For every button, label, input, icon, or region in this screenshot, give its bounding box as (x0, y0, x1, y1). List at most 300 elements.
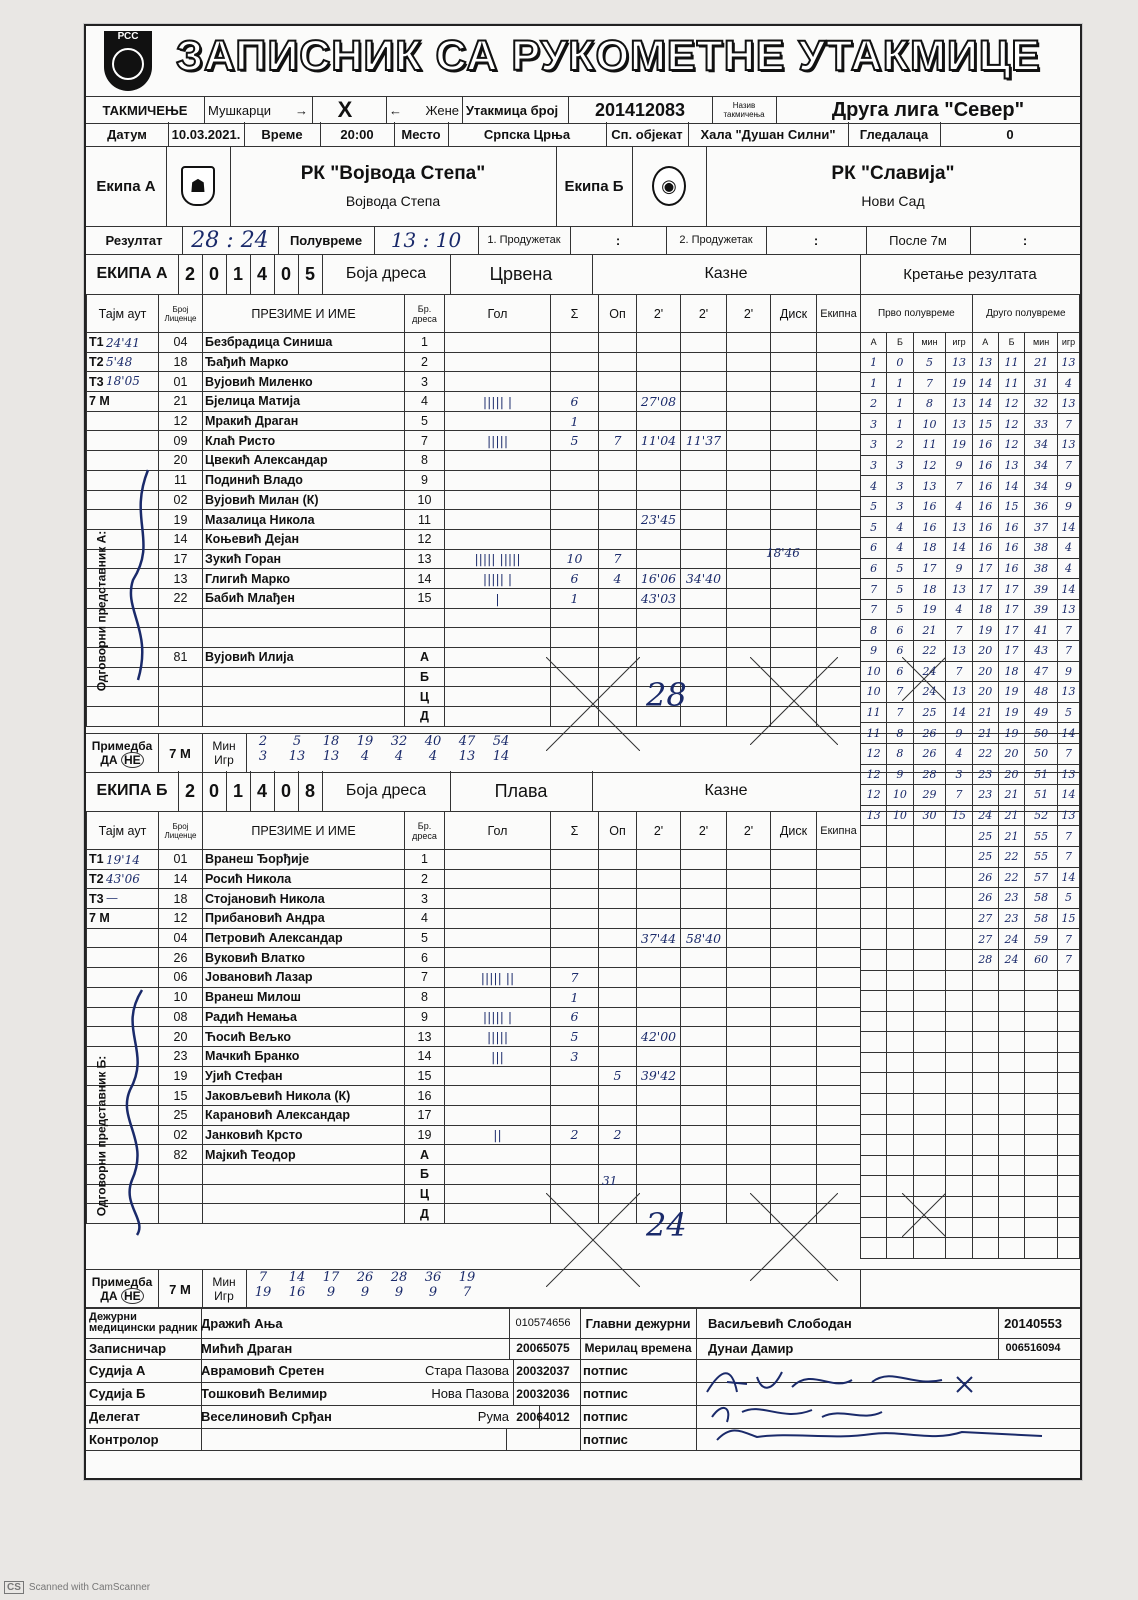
license-cell: 01 (159, 372, 203, 392)
empty-cell (727, 1145, 771, 1165)
official-letter: Д (405, 707, 445, 727)
progress-cell (972, 1217, 998, 1238)
progress-cell (998, 991, 1024, 1012)
player-row (87, 490, 861, 510)
progress-cell: 13 (1058, 682, 1080, 703)
progress-cell (1058, 1114, 1080, 1135)
progress-cell: 0 (887, 352, 913, 373)
progress-row (861, 352, 1080, 373)
seven-m-player: 4 (394, 749, 404, 764)
final-score: 28 : 24 (182, 226, 279, 254)
jersey-number: 17 (405, 1105, 445, 1125)
seven-m-player: 14 (492, 749, 510, 764)
jersey-number: 11 (405, 510, 445, 530)
progress-cell (946, 1094, 972, 1115)
player-name: Прибановић Андра (203, 909, 405, 929)
goals-tally (445, 372, 551, 392)
official-letter: Ц (405, 687, 445, 707)
progress-cell (946, 888, 972, 909)
progress-cell (887, 867, 913, 888)
warning-time (599, 968, 637, 988)
jersey-number: 3 (405, 889, 445, 909)
player-row (87, 1007, 861, 1027)
progress-row (861, 743, 1080, 764)
empty-cell (203, 707, 405, 727)
suspension-1 (637, 490, 681, 510)
progress-cell (1058, 970, 1080, 991)
suspension-3 (727, 928, 771, 948)
team-penalty (817, 1125, 861, 1145)
jersey-number: 4 (405, 909, 445, 929)
progress-row (861, 1217, 1080, 1238)
disqualification (771, 987, 817, 1007)
suspension-3 (727, 1125, 771, 1145)
progress-cell: 34 (1025, 435, 1058, 456)
remark-no: НЕ (121, 752, 144, 768)
progress-cell (887, 949, 913, 970)
remark-options (100, 1289, 143, 1303)
progress-cell: 38 (1025, 558, 1058, 579)
footer-row-medical (86, 1307, 1080, 1339)
progress-cell: 7 (946, 785, 972, 806)
team-penalty (817, 1105, 861, 1125)
player-name: Бабић Млађен (203, 588, 405, 608)
warning-time: 4 (599, 569, 637, 589)
progress-cell (1058, 991, 1080, 1012)
progress-cell (946, 1155, 972, 1176)
women-label: Жене (425, 102, 459, 118)
empty-cell (405, 608, 445, 628)
player-name: Радић Немања (203, 1007, 405, 1027)
seven-m-minute: 19 (356, 734, 374, 749)
progress-cell: 58 (1025, 908, 1058, 929)
team-penalty (817, 411, 861, 431)
medical-license: 010574656 (506, 1308, 581, 1338)
team-penalty (817, 392, 861, 412)
license-cell: 13 (159, 569, 203, 589)
progress-cell: 27 (972, 908, 998, 929)
progress-cell: 3 (946, 764, 972, 785)
progress-row (861, 949, 1080, 970)
progress-cell (887, 1135, 913, 1156)
suspension-1: 27'08 (637, 392, 681, 412)
goals-sum (551, 510, 599, 530)
team-penalty (817, 333, 861, 353)
license-cell: 22 (159, 588, 203, 608)
progress-cell (946, 970, 972, 991)
player-row (87, 1125, 861, 1145)
progress-row (861, 1094, 1080, 1115)
disqualification (771, 333, 817, 353)
suspension-1 (637, 451, 681, 471)
suspension-header: 2' (637, 812, 681, 850)
name-header: ПРЕЗИМЕ И ИМЕ (203, 812, 405, 850)
official-letter: Д (405, 1204, 445, 1224)
seven-m-minute: 2 (258, 734, 268, 749)
team-penalty (817, 850, 861, 870)
suspension-2 (681, 968, 727, 988)
suspension-1 (637, 889, 681, 909)
team-b-column-headers (87, 812, 861, 850)
jersey-header: Бр. дреса (405, 295, 445, 333)
progress-cell (887, 1155, 913, 1176)
warning-time (599, 372, 637, 392)
progress-row (861, 393, 1080, 414)
progress-cell: 37 (1025, 517, 1058, 538)
team-penalty (817, 1066, 861, 1086)
seven-m-player: 9 (360, 1285, 370, 1300)
progress-subheader-cell: Б (887, 333, 913, 353)
empty-cell (599, 608, 637, 628)
progress-cell: 8 (887, 723, 913, 744)
player-name: Коњевић Дејан (203, 529, 405, 549)
progress-cell: 7 (861, 579, 887, 600)
empty-cell (681, 1184, 727, 1204)
suspension-2 (681, 909, 727, 929)
progress-halves-header (861, 295, 1080, 333)
progress-cell: 4 (946, 599, 972, 620)
progress-cell (861, 908, 887, 929)
seven-m-player: 13 (322, 749, 340, 764)
progress-cell: 2 (861, 393, 887, 414)
jersey-number: 14 (405, 1046, 445, 1066)
progress-cell: 13 (1058, 435, 1080, 456)
penalties-label: Казне (592, 254, 861, 294)
progress-cell (946, 1176, 972, 1197)
goals-tally: || (445, 1125, 551, 1145)
progress-cell: 1 (887, 393, 913, 414)
progress-cell: 1 (887, 414, 913, 435)
empty-cell (551, 608, 599, 628)
progress-row (861, 805, 1080, 826)
suspension-3 (727, 529, 771, 549)
jersey-number: 6 (405, 948, 445, 968)
empty-cell (445, 667, 551, 687)
team-a-penalty-cross (750, 657, 838, 733)
suspension-3 (727, 569, 771, 589)
timeout-cell (87, 431, 159, 451)
goals-sum (551, 529, 599, 549)
progress-cell: 4 (887, 538, 913, 559)
team-penalty (817, 490, 861, 510)
official-letter: Ц (405, 1184, 445, 1204)
suspension-3 (727, 850, 771, 870)
suspension-3 (727, 889, 771, 909)
suspension-2 (681, 889, 727, 909)
progress-cell (1025, 1094, 1058, 1115)
progress-cell (913, 949, 946, 970)
jersey-number: 13 (405, 1027, 445, 1047)
progress-row (861, 1114, 1080, 1135)
license-cell: 20 (159, 451, 203, 471)
handball-icon (112, 48, 144, 80)
progress-cell (861, 888, 887, 909)
progress-cell (861, 1197, 887, 1218)
progress-cell: 23 (972, 764, 998, 785)
goals-sum (551, 490, 599, 510)
suspension-3 (727, 392, 771, 412)
license-cell: 09 (159, 431, 203, 451)
license-cell: 10 (159, 987, 203, 1007)
progress-cell (946, 1135, 972, 1156)
empty-cell (159, 628, 203, 648)
team-a-column-headers (87, 295, 861, 333)
empty-cell (637, 1145, 681, 1165)
progress-cell (1058, 1197, 1080, 1218)
team-penalty-header: Екипна (817, 812, 861, 850)
progress-subheader (861, 333, 1080, 353)
warning-time (599, 1086, 637, 1106)
player-name: Јанковић Крсто (203, 1125, 405, 1145)
goals-sum: 1 (551, 588, 599, 608)
blank-row (87, 648, 861, 668)
jersey-color-label: Боја дреса (322, 771, 451, 811)
team-a-t3-time: 18'05 (106, 374, 140, 388)
progress-cell: 4 (1058, 538, 1080, 559)
progress-cell (998, 1114, 1024, 1135)
head-official-license: 20140553 (1004, 1315, 1062, 1331)
suspension-header: 2' (681, 295, 727, 333)
goals-tally (445, 889, 551, 909)
place-value: Српска Црња (448, 122, 607, 146)
teams-row (86, 146, 1080, 227)
date-row (86, 122, 1080, 147)
delegate-city: Рума (477, 1409, 509, 1424)
progress-cell: 7 (1058, 846, 1080, 867)
jersey-number: 15 (405, 1066, 445, 1086)
progress-cell: 5 (913, 352, 946, 373)
disqualification (771, 1125, 817, 1145)
second-half-header: Друго полувреме (972, 295, 1079, 333)
progress-cell (913, 970, 946, 991)
suspension-2: 34'40 (681, 569, 727, 589)
delegate (198, 1405, 540, 1428)
progress-cell: 24 (998, 949, 1024, 970)
progress-cell: 14 (1058, 785, 1080, 806)
progress-cell: 51 (1025, 764, 1058, 785)
official-license: 82 (159, 1145, 203, 1165)
license-header: Број Лиценце (159, 812, 203, 850)
blank-row (87, 608, 861, 628)
disqualification (771, 588, 817, 608)
progress-cell (861, 1135, 887, 1156)
empty-cell (445, 608, 551, 628)
progress-cell: 4 (946, 496, 972, 517)
progress-cell: 12 (913, 455, 946, 476)
timekeeper-name: Дунаи Дамир (696, 1337, 999, 1359)
progress-cell: 28 (972, 949, 998, 970)
progress-cell: 32 (1025, 393, 1058, 414)
progress-cell: 24 (998, 929, 1024, 950)
progress-cell: 1 (861, 352, 887, 373)
player-name: Мазалица Никола (203, 510, 405, 530)
progress-cell: 14 (1058, 579, 1080, 600)
progress-cell: 9 (861, 641, 887, 662)
progress-cell (913, 1155, 946, 1176)
suspension-1 (637, 1105, 681, 1125)
progress-cell: 12 (861, 764, 887, 785)
timekeeper-label: Мерилац времена (580, 1337, 697, 1359)
goals-tally (445, 948, 551, 968)
warning-time (599, 470, 637, 490)
progress-cell: 9 (946, 455, 972, 476)
progress-cell: 10 (887, 785, 913, 806)
halftime-score: 13 : 10 (374, 226, 479, 254)
team-b-info (706, 146, 1080, 226)
min-igr-labels (202, 734, 247, 772)
league-name: Друга лига "Север" (831, 98, 1025, 121)
jersey-number: 2 (405, 352, 445, 372)
progress-cell: 47 (1025, 661, 1058, 682)
progress-row (861, 1052, 1080, 1073)
empty-cell (551, 1145, 599, 1165)
suspension-2 (681, 987, 727, 1007)
progress-cell: 17 (972, 579, 998, 600)
blank-row (87, 1184, 861, 1204)
disqualification (771, 510, 817, 530)
spectators-value: 0 (1006, 126, 1014, 142)
progress-cell: 8 (861, 620, 887, 641)
team-a-7m-players (246, 749, 518, 764)
team-a-7m-values (246, 734, 861, 772)
progress-cell: 25 (972, 846, 998, 867)
empty-cell (681, 687, 727, 707)
progress-cell: 19 (998, 702, 1024, 723)
blank-row (87, 707, 861, 727)
date-label: Датум (86, 122, 169, 146)
suspension-2 (681, 333, 727, 353)
progress-cell: 19 (946, 373, 972, 394)
progress-cell: 34 (1025, 476, 1058, 497)
progress-cell: 6 (861, 538, 887, 559)
progress-row (861, 579, 1080, 600)
suspension-3 (727, 1066, 771, 1086)
team-b-code-digit: 8 (298, 771, 323, 811)
progress-cell: 7 (1058, 743, 1080, 764)
seven-m-minute: 7 (258, 1270, 268, 1285)
scorekeeper-license: 20065075 (506, 1337, 581, 1359)
progress-cell: 24 (972, 805, 998, 826)
seven-m-player: 4 (360, 749, 370, 764)
player-name: Цвекић Александар (203, 451, 405, 471)
remark-label: Примедба (91, 739, 153, 753)
progress-cell (861, 1032, 887, 1053)
scorekeeper-name: Мићић Драган (198, 1337, 510, 1359)
suspension-3 (727, 869, 771, 889)
progress-cell: 23 (998, 908, 1024, 929)
progress-cell (972, 1011, 998, 1032)
progress-cell (861, 991, 887, 1012)
disqualification (771, 869, 817, 889)
progress-cell: 13 (861, 805, 887, 826)
team-b-rep-label: Одговорни представник Б: (94, 1055, 108, 1217)
progress-row (861, 373, 1080, 394)
official-letter: А (405, 1145, 445, 1165)
referee-b-city: Нова Пазова (431, 1386, 509, 1401)
jersey-number: 7 (405, 968, 445, 988)
progress-cell: 14 (972, 393, 998, 414)
team-b-official-warning: 31 (602, 1174, 618, 1188)
suspension-1: 37'44 (637, 928, 681, 948)
progress-cell (913, 929, 946, 950)
progress-cell: 5 (861, 496, 887, 517)
license-cell: 15 (159, 1086, 203, 1106)
seven-m-minute: 17 (322, 1270, 340, 1285)
time-value: 20:00 (320, 122, 395, 146)
progress-cell (1058, 1217, 1080, 1238)
player-row (87, 333, 861, 353)
player-row (87, 392, 861, 412)
team-penalty (817, 1086, 861, 1106)
signature-label: потпис (583, 1363, 628, 1378)
progress-cell: 30 (913, 805, 946, 826)
goals-tally: ||||| ||||| (445, 549, 551, 569)
match-number: 201412083 (568, 97, 713, 123)
timeout-header: Тајм аут (87, 812, 159, 850)
empty-cell (771, 608, 817, 628)
remark-yes: ДА (100, 1289, 118, 1303)
team-a-7m-minutes (246, 734, 518, 749)
goals-tally (445, 928, 551, 948)
team-b-t2-time: 43'06 (106, 872, 140, 886)
progress-cell (887, 1217, 913, 1238)
progress-cell: 17 (998, 599, 1024, 620)
progress-cell: 7 (1058, 949, 1080, 970)
progress-row (861, 888, 1080, 909)
empty-cell (445, 1165, 551, 1185)
referee-a-city: Стара Пазова (425, 1363, 509, 1378)
suspension-3 (727, 431, 771, 451)
progress-cell: 16 (972, 517, 998, 538)
warning-time (599, 451, 637, 471)
team-penalty (817, 1027, 861, 1047)
progress-cell (887, 826, 913, 847)
goals-sum: 7 (551, 968, 599, 988)
team-b-city: Нови Сад (861, 193, 925, 209)
first-half-header: Прво полувреме (861, 295, 973, 333)
seven-m-minute: 32 (390, 734, 408, 749)
goals-tally (445, 1105, 551, 1125)
progress-row (861, 414, 1080, 435)
suspension-1 (637, 987, 681, 1007)
goals-tally: ||||| (445, 1027, 551, 1047)
jersey-number: 12 (405, 529, 445, 549)
progress-cell: 11 (998, 373, 1024, 394)
seven-m-minute: 5 (292, 734, 302, 749)
progress-cell (998, 970, 1024, 991)
progress-cell: 21 (1025, 352, 1058, 373)
jersey-number: 3 (405, 372, 445, 392)
progress-subheader-cell: Б (998, 333, 1024, 353)
goals-sum: 1 (551, 411, 599, 431)
progress-cell: 12 (861, 743, 887, 764)
suspension-2 (681, 1046, 727, 1066)
progress-cell (861, 949, 887, 970)
progress-cell (887, 1011, 913, 1032)
disqualification (771, 470, 817, 490)
empty-cell (203, 1165, 405, 1185)
progress-cell (946, 1073, 972, 1094)
footer-row-scorekeeper (86, 1337, 1080, 1360)
shield-icon: ☗ (181, 166, 215, 206)
team-penalty (817, 470, 861, 490)
player-row (87, 1105, 861, 1125)
remark-no: НЕ (121, 1288, 144, 1304)
men-option (204, 97, 313, 123)
progress-row (861, 929, 1080, 950)
progress-row (861, 1073, 1080, 1094)
player-name: Јовановић Лазар (203, 968, 405, 988)
